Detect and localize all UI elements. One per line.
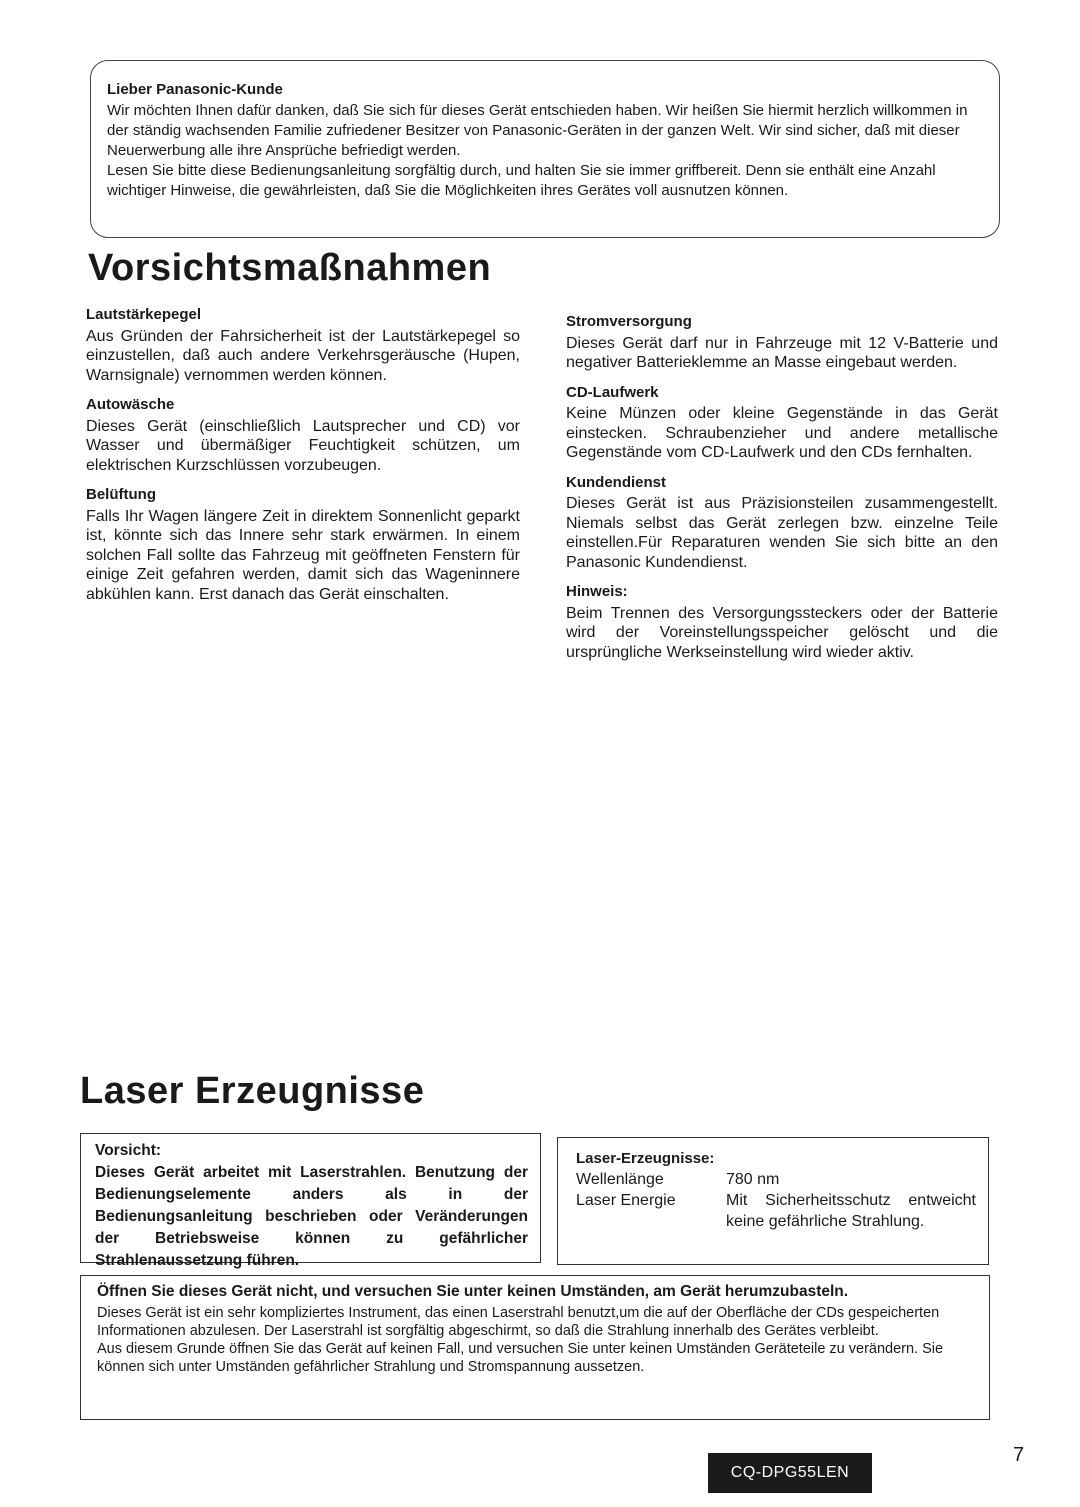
section-cd-drive [566,383,998,463]
warning-box [80,1275,990,1420]
warning-paragraph-1: Dieses Gerät ist ein sehr kompliziertes Instrument, das einen Laserstrahl benutzt,um die auf der Oberfläche der CDs gespeicherten Informationen abzulesen. Der Laserstrahl ist sorgfältig abgeschirmt, so daß die Strahlung innerhalb des Gerätes verbleibt. [97,1305,940,1339]
laser-products-box [557,1137,989,1265]
intro-paragraph-2: Lesen Sie bitte diese Bedienungsanleitung sorgfältig durch, und halten Sie sie immer griffbereit. Denn sie enthält eine Anzahl wichtiger Hinweise, die gewährleisten, daß Sie die Möglichkeiten ihres Gerätes voll ausnutzen können. [107,162,936,199]
section-text: Dieses Gerät (einschließlich Lautsprecher und CD) vor Wasser und übermäßiger Feuchtigkeit schützen, um elektrischen Kurzschlüssen vorzubeugen. [86,417,520,474]
laser-products-label: Laser-Erzeugnisse: [576,1150,715,1167]
precautions-title: Vorsichtsmaßnahmen [88,247,492,289]
laser-title: Laser Erzeugnisse [80,1070,425,1112]
model-badge: CQ-DPG55LEN [708,1453,872,1493]
precautions-left-column [86,305,520,614]
wavelength-row [576,1169,976,1190]
section-ventilation [86,485,520,604]
section-note [566,582,998,662]
warning-title: Öffnen Sie dieses Gerät nicht, und versuchen Sie unter keinen Umständen, am Gerät herumzubasteln. [97,1283,849,1300]
section-text: Keine Münzen oder kleine Gegenstände in das Gerät einstecken. Schraubenzieher und andere metallische Gegenstände vom CD-Laufwerk und den CDs fernhalten. [566,405,998,461]
section-customer-service [566,473,998,573]
precautions-right-column [566,312,998,672]
wavelength-value: 780 nm [726,1171,780,1188]
section-heading: Kundendienst [566,473,666,491]
page-number: 7 [1013,1444,1025,1466]
section-heading: Stromversorgung [566,313,692,330]
section-power-supply [566,312,998,373]
section-heading: Hinweis: [566,583,628,600]
intro-title: Lieber Panasonic-Kunde [107,81,283,98]
caution-label: Vorsicht: [95,1142,162,1159]
section-heading: Autowäsche [86,396,175,413]
wavelength-label: Wellenlänge [576,1171,664,1188]
section-car-wash [86,395,520,475]
section-heading: CD-Laufwerk [566,383,659,401]
section-text: Aus Gründen der Fahrsicherheit ist der Lautstärkepegel so einzustellen, daß auch andere Verkehrsgeräusche (Hupen, Warnsignale) vernommen werden können. [86,327,520,384]
warning-paragraph-2: Aus diesem Grunde öffnen Sie das Gerät auf keinen Fall, und versuchen Sie unter keinen Umständen Geräteteile zu verändern. Sie können sich unter Umständen gefährlicher Strahlung und Stromspannung aussetzen. [97,1341,944,1375]
caution-box [80,1133,541,1269]
section-heading: Lautstärkepegel [86,306,202,323]
section-heading: Belüftung [86,486,156,503]
section-volume [86,305,520,385]
energy-label: Laser Energie [576,1192,676,1209]
intro-paragraph-1: Wir möchten Ihnen dafür danken, daß Sie sich für dieses Gerät entschieden haben. Wir heißen Sie hiermit herzlich willkommen in der ständig wachsenden Familie zufriedener Besitzer von Panasonic-Geräten in der ganzen Welt. Wir sind sicher, daß mit dieser Neuerwerbung alle ihre Ansprüche befriedigt werden. [107,102,968,159]
section-text: Dieses Gerät darf nur in Fahrzeuge mit 12 V-Batterie und negativer Batterieklemme an Masse eingebaut werden. [566,334,998,371]
energy-value: Mit Sicherheitsschutz entweicht keine gefährliche Strahlung. [726,1192,976,1230]
caution-text: Dieses Gerät arbeitet mit Laserstrahlen. Benutzung der Bedienungselemente anders als in der Bedienungsanleitung beschrieben oder Veränderungen der Betriebsweise können zu gefährlicher Strahlenaussetzung führen. [95,1164,528,1269]
section-text: Beim Trennen des Versorgungssteckers oder der Batterie wird der Voreinstellungsspeicher gelöscht und die ursprüngliche Werkseinstellung wird wieder aktiv. [566,604,998,661]
section-text: Falls Ihr Wagen längere Zeit in direktem Sonnenlicht geparkt ist, könnte sich das Innere sehr stark erwärmen. In einem solchen Fall sollte das Fahrzeug mit geöffneten Fenstern für einige Zeit gefahren werden, damit sich das Wageninnere abkühlen kann. Erst danach das Gerät einschalten. [86,507,520,603]
section-text: Dieses Gerät ist aus Präzisionsteilen zusammengestellt. Niemals selbst das Gerät zerlegen bzw. einzelne Teile einstellen.Für Reparaturen wenden Sie sich bitte an den Panasonic Kundendienst. [566,495,998,571]
intro-box [90,60,1000,238]
energy-row [576,1190,976,1232]
